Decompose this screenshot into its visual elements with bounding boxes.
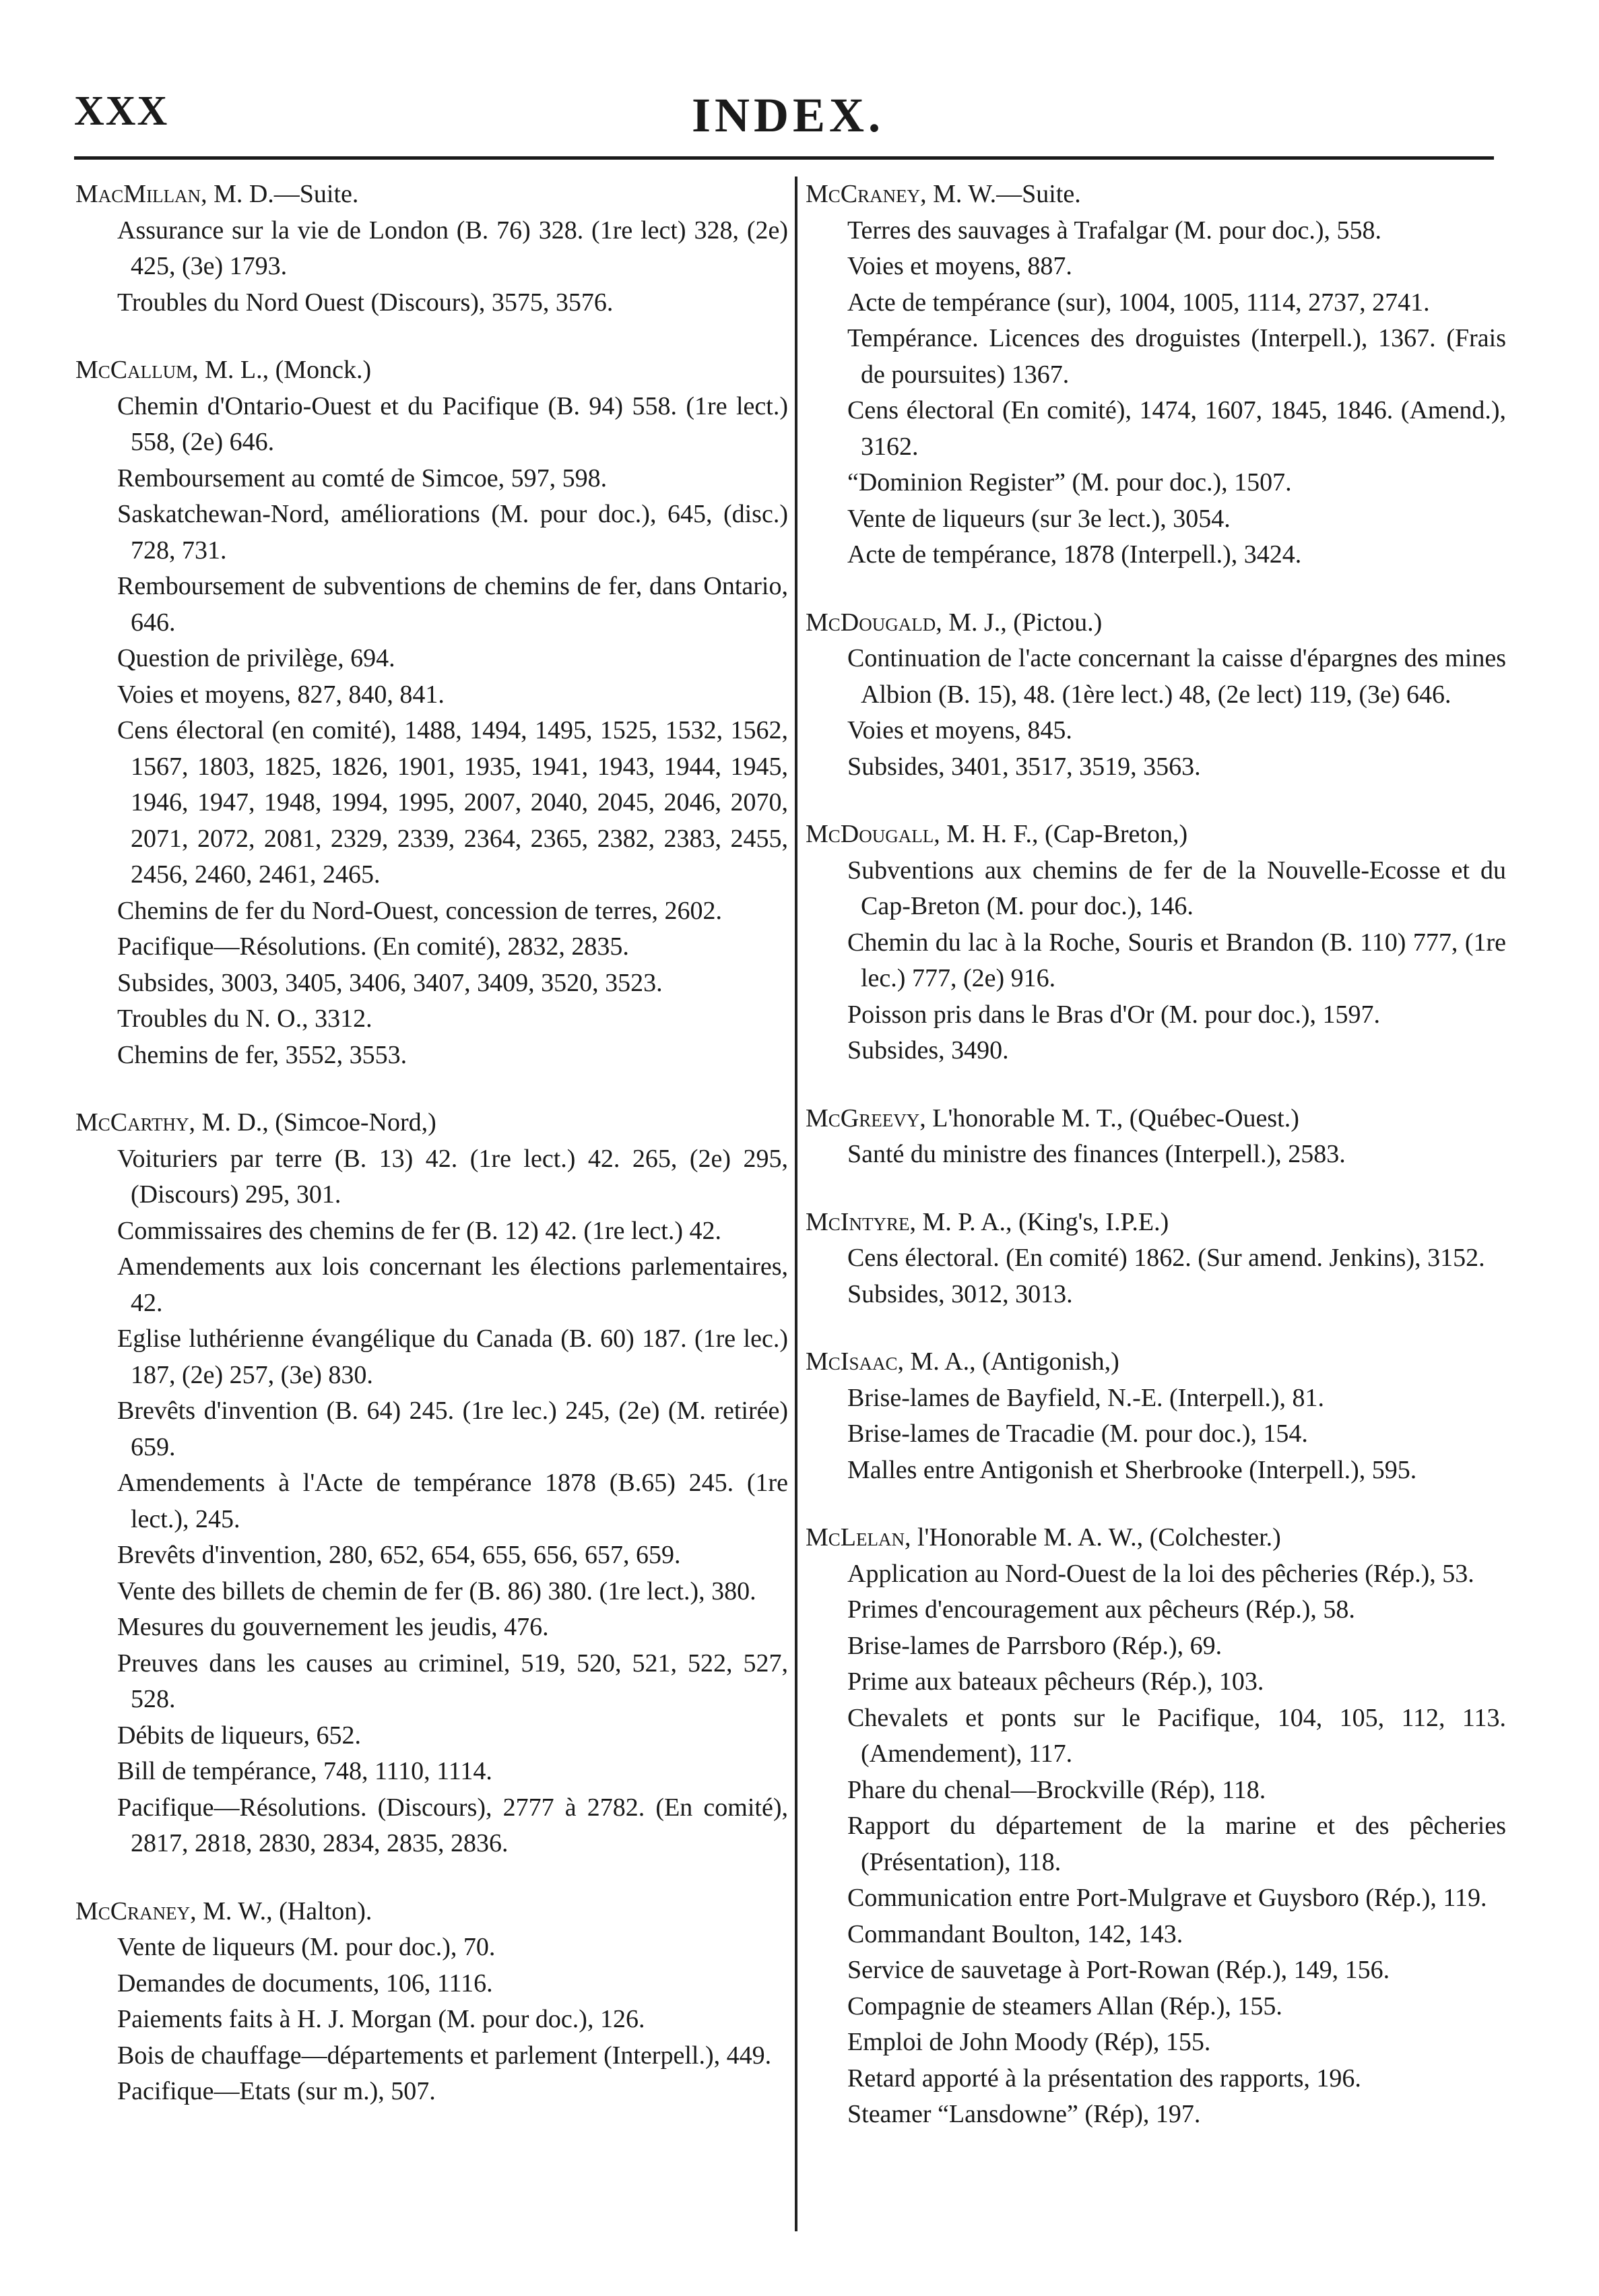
entry-name — [806, 605, 1506, 641]
entry-surname: McIntyre — [806, 1207, 910, 1236]
entry-name — [806, 817, 1506, 853]
entry-item: Voies et moyens, 845. — [847, 716, 1072, 744]
entry-name — [806, 1205, 1506, 1241]
entry-details: , L'honorable M. T., (Québec-Ouest.) — [919, 1104, 1299, 1133]
entry-item: Mesures du gouvernement les jeudis, 476. — [117, 1613, 549, 1641]
entry-details: , M. L., (Monck.) — [192, 356, 372, 384]
index-entry — [806, 1205, 1506, 1313]
entry-item: Tempérance. Licences des droguistes (Interpell.), 1367. (Frais de poursuites) 1367. — [847, 324, 1506, 389]
entry-name — [75, 352, 788, 389]
entry-item: Subsides, 3490. — [847, 1036, 1009, 1064]
entry-item: Voies et moyens, 887. — [847, 252, 1072, 280]
entry-surname: McCraney — [75, 1896, 191, 1925]
entry-item: Pacifique—Résolutions. (En comité), 2832, 2835. — [117, 932, 629, 961]
entry-surname: McDougald — [806, 608, 936, 637]
entry-item: Compagnie de steamers Allan (Rép.), 155. — [847, 1991, 1282, 2020]
entry-item: Paiements faits à H. J. Morgan (M. pour doc.), 126. — [117, 2005, 645, 2033]
index-entry — [75, 1894, 788, 2110]
entry-item: Application au Nord-Ouest de la loi des pêcheries (Rép.), 53. — [847, 1559, 1474, 1588]
entry-item: Poisson pris dans le Bras d'Or (M. pour doc.), 1597. — [847, 1000, 1381, 1029]
index-entry — [75, 177, 788, 321]
entry-item: Voituriers par terre (B. 13) 42. (1re lect.) 42. 265, (2e) 295, (Discours) 295, 301. — [117, 1144, 788, 1209]
entry-item: Question de privilège, 694. — [117, 644, 395, 672]
entry-item: Santé du ministre des finances (Interpell.), 2583. — [847, 1140, 1346, 1168]
index-entry — [806, 1344, 1506, 1488]
entry-item: “Dominion Register” (M. pour doc.), 1507. — [847, 468, 1292, 497]
entry-item: Eglise luthérienne évangélique du Canada (B. 60) 187. (1re lec.) 187, (2e) 257, (3e) 830. — [117, 1325, 788, 1389]
entry-item: Communication entre Port-Mulgrave et Guysboro (Rép.), 119. — [847, 1884, 1487, 1912]
entry-name — [806, 1101, 1506, 1137]
entry-item: Subsides, 3003, 3405, 3406, 3407, 3409, 3520, 3523. — [117, 968, 663, 997]
entry-surname: McGreevy — [806, 1104, 920, 1133]
entry-item: Subsides, 3401, 3517, 3519, 3563. — [847, 752, 1201, 781]
entry-item: Brise-lames de Bayfield, N.-E. (Interpell.), 81. — [847, 1383, 1325, 1412]
entry-details: , M. W.—Suite. — [920, 180, 1081, 208]
entry-surname: McDougall — [806, 820, 934, 848]
entry-item: Bill de tempérance, 748, 1110, 1114. — [117, 1757, 492, 1785]
header-rule — [74, 156, 1494, 160]
entry-item: Vente de liqueurs (M. pour doc.), 70. — [117, 1933, 496, 1961]
entry-item: Vente de liqueurs (sur 3e lect.), 3054. — [847, 504, 1231, 533]
entry-item: Terres des sauvages à Trafalgar (M. pour doc.), 558. — [847, 216, 1382, 245]
entry-item: Cens électoral (en comité), 1488, 1494, 1495, 1525, 1532, 1562, 1567, 1803, 1825, 1826, 1901, 1935, 1941, 1943, 1944, 1945, 1946, 1947, 1948, 1994, 1995, 2007, 2040, 2045, 2046, 2070, 2071, 2072, 2081, 2329, 2339, 2364, 2365, 2382, 2383, 2455, 2456, 2460, 2461, 2465. — [117, 716, 788, 889]
entry-item: Chemins de fer du Nord-Ouest, concession de terres, 2602. — [117, 896, 723, 925]
page-number: XXX — [74, 88, 169, 134]
entry-item: Steamer “Lansdowne” (Rép), 197. — [847, 2100, 1201, 2128]
entry-name — [75, 1105, 788, 1141]
entry-name — [75, 1894, 788, 1930]
page-title: INDEX. — [691, 88, 885, 142]
entry-details: , M. D., (Simcoe-Nord,) — [189, 1108, 436, 1137]
entry-name — [806, 1344, 1506, 1380]
left-column — [75, 177, 788, 2142]
entry-item: Subventions aux chemins de fer de la Nouvelle-Ecosse et du Cap-Breton (M. pour doc.), 146. — [847, 856, 1506, 920]
entry-details: , M. J., (Pictou.) — [936, 608, 1103, 637]
entry-details: , M. P. A., (King's, I.P.E.) — [909, 1207, 1169, 1236]
entry-surname: McCallum — [75, 356, 193, 384]
entry-item: Cens électoral (En comité), 1474, 1607, 1845, 1846. (Amend.), 3162. — [847, 396, 1506, 461]
entry-item: Primes d'encouragement aux pêcheurs (Rép.), 58. — [847, 1595, 1355, 1624]
entry-item: Saskatchewan-Nord, améliorations (M. pour doc.), 645, (disc.) 728, 731. — [117, 500, 788, 565]
entry-item: Chemin d'Ontario-Ouest et du Pacifique (B. 94) 558. (1re lect.) 558, (2e) 646. — [117, 391, 788, 456]
index-entry — [806, 817, 1506, 1069]
entry-item: Pacifique—Etats (sur m.), 507. — [117, 2077, 436, 2105]
entry-item: Acte de tempérance, 1878 (Interpell.), 3424. — [847, 540, 1302, 569]
page-header — [74, 88, 1502, 148]
entry-item: Chemin du lac à la Roche, Souris et Brandon (B. 110) 777, (1re lec.) 777, (2e) 916. — [847, 928, 1506, 992]
entry-details: , M. A., (Antigonish,) — [897, 1347, 1119, 1376]
entry-item: Chemins de fer, 3552, 3553. — [117, 1040, 407, 1069]
index-entry — [75, 352, 788, 1073]
entry-item: Continuation de l'acte concernant la caisse d'épargnes des mines Albion (B. 15), 48. (1ère lect.) 48, (2e lect) 119, (3e) 646. — [847, 644, 1506, 709]
entry-item: Chevalets et ponts sur le Pacifique, 104, 105, 112, 113. (Amendement), 117. — [847, 1703, 1506, 1768]
index-entry — [806, 605, 1506, 786]
entry-item: Voies et moyens, 827, 840, 841. — [117, 680, 445, 709]
entry-item: Brise-lames de Tracadie (M. pour doc.), 154. — [847, 1420, 1308, 1448]
entry-item: Subsides, 3012, 3013. — [847, 1279, 1073, 1308]
entry-item: Vente des billets de chemin de fer (B. 86) 380. (1re lect.), 380. — [117, 1576, 756, 1605]
entry-item: Bois de chauffage—départements et parlement (Interpell.), 449. — [117, 2041, 772, 2070]
entry-details: , M. W., (Halton). — [190, 1896, 372, 1925]
entry-details: , M. D.—Suite. — [201, 180, 359, 208]
entry-item: Service de sauvetage à Port-Rowan (Rép.), 149, 156. — [847, 1956, 1390, 1984]
entry-item: Malles entre Antigonish et Sherbrooke (Interpell.), 595. — [847, 1455, 1417, 1484]
index-entry — [806, 1520, 1506, 2133]
entry-item: Brevêts d'invention (B. 64) 245. (1re lec.) 245, (2e) (M. retirée) 659. — [117, 1397, 788, 1461]
entry-item: Amendements aux lois concernant les élections parlementaires, 42. — [117, 1252, 788, 1317]
entry-name — [806, 1520, 1506, 1556]
entry-item: Remboursement de subventions de chemins de fer, dans Ontario, 646. — [117, 572, 788, 637]
entry-item: Débits de liqueurs, 652. — [117, 1721, 362, 1750]
entry-item: Phare du chenal—Brockville (Rép), 118. — [847, 1775, 1266, 1804]
entry-surname: McLelan — [806, 1523, 905, 1552]
entry-item: Prime aux bateaux pêcheurs (Rép.), 103. — [847, 1667, 1264, 1696]
entry-name — [75, 177, 788, 213]
entry-item: Commissaires des chemins de fer (B. 12) 42. (1re lect.) 42. — [117, 1216, 721, 1245]
column-divider — [795, 177, 797, 2231]
entry-item: Commandant Boulton, 142, 143. — [847, 1919, 1183, 1948]
entry-item: Amendements à l'Acte de tempérance 1878 (B.65) 245. (1re lect.), 245. — [117, 1469, 788, 1533]
entry-item: Cens électoral. (En comité) 1862. (Sur amend. Jenkins), 3152. — [847, 1244, 1485, 1272]
entry-item: Rapport du département de la marine et des pêcheries (Présentation), 118. — [847, 1812, 1506, 1876]
index-entry — [806, 177, 1506, 573]
entry-item: Preuves dans les causes au criminel, 519, 520, 521, 522, 527, 528. — [117, 1649, 788, 1713]
entry-item: Acte de tempérance (sur), 1004, 1005, 1114, 2737, 2741. — [847, 288, 1430, 317]
entry-name — [806, 177, 1506, 213]
entry-item: Demandes de documents, 106, 1116. — [117, 1969, 493, 1998]
entry-item: Troubles du N. O., 3312. — [117, 1004, 372, 1033]
entry-item: Emploi de John Moody (Rép), 155. — [847, 2028, 1211, 2056]
entry-item: Troubles du Nord Ouest (Discours), 3575, 3576. — [117, 288, 614, 317]
right-column — [806, 177, 1506, 2165]
entry-details: , M. H. F., (Cap-Breton,) — [934, 820, 1188, 848]
entry-item: Remboursement au comté de Simcoe, 597, 598. — [117, 464, 608, 492]
entry-item: Assurance sur la vie de London (B. 76) 328. (1re lect) 328, (2e) 425, (3e) 1793. — [117, 216, 788, 280]
entry-surname: McIsaac — [806, 1347, 898, 1376]
entry-item: Brise-lames de Parrsboro (Rép.), 69. — [847, 1631, 1222, 1660]
entry-details: , l'Honorable M. A. W., (Colchester.) — [905, 1523, 1281, 1552]
index-entry — [75, 1105, 788, 1862]
entry-item: Retard apporté à la présentation des rapports, 196. — [847, 2064, 1361, 2093]
entry-item: Brevêts d'invention, 280, 652, 654, 655, 656, 657, 659. — [117, 1541, 681, 1569]
index-entry — [806, 1101, 1506, 1173]
entry-surname: McCarthy — [75, 1108, 189, 1137]
entry-item: Pacifique—Résolutions. (Discours), 2777 à 2782. (En comité), 2817, 2818, 2830, 2834, 2835, 2836. — [117, 1793, 788, 1857]
entry-surname: McCraney — [806, 180, 921, 208]
entry-surname: MacMillan — [75, 180, 201, 208]
